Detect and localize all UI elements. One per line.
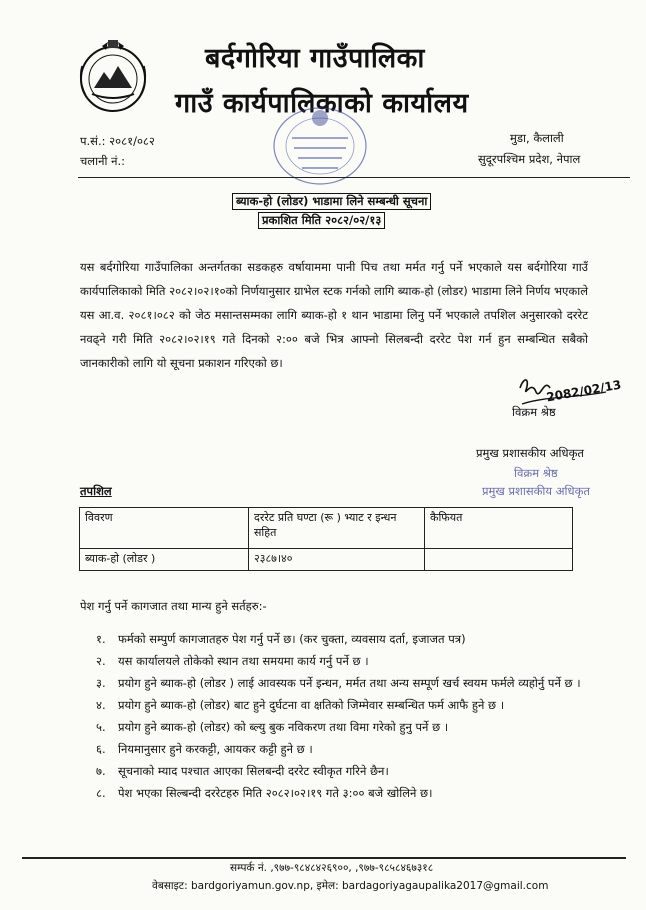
cell-item: ब्याक-हो (लोडर ): [80, 549, 249, 571]
header-cell-rate: दररेट प्रति घण्टा (रू ) भ्याट र इन्धन सहित: [249, 508, 425, 549]
reference-number: प.सं.: २०८१/०८२: [80, 134, 155, 148]
location-line-1: मुडा, कैलाली: [510, 131, 564, 145]
footer-web-email: वेबसाइट: bardgoriyamun.gov.np, इमेल: bardagoriyagaupalika2017@gmail.com: [152, 880, 549, 892]
location-line-2: सुदूरपश्चिम प्रदेश, नेपाल: [478, 152, 581, 166]
dispatch-number: चलानी नं.:: [80, 154, 126, 168]
signer-designation: प्रमुख प्रशासकीय अधिकृत: [476, 446, 584, 460]
footer-divider: [22, 857, 626, 859]
table-header-row: [80, 508, 573, 549]
list-item: ४. प्रयोग हुने ब्याक-हो (लोडर) बाट हुने दुर्घटना वा क्षतिको जिम्मेवार सम्बन्धित फर्म आफै हुने छ ।: [96, 698, 505, 712]
faded-stamp-name: विक्रम श्रेष्ठ: [514, 466, 558, 480]
schedule-title: तपशिल: [80, 484, 112, 498]
office-name: गाउँ कार्यपालिकाको कार्यालय: [175, 88, 469, 119]
signer-name: विक्रम श्रेष्ठ: [512, 405, 556, 419]
list-item: ६. नियमानुसार हुने करकट्टी, आयकर कट्टी हुने छ ।: [96, 742, 313, 756]
footer-contact: सम्पर्क नं. ,९७७-९८४८४२६९००, ,९७७-९८५८४६७३१८: [230, 862, 434, 874]
list-item: ५. प्रयोग हुने ब्याक-हो (लोडर) को ब्ल्यु बुक नविकरण तथा विमा गरेको हुनु पर्ने छ ।: [96, 720, 449, 734]
signature-date: 2082/02/13: [545, 377, 623, 405]
list-item: २. यस कार्यालयले तोकेको स्थान तथा समयमा कार्य गर्नु पर्ने छ ।: [96, 654, 369, 668]
header-cell-remarks: कैफियत: [425, 508, 573, 549]
official-stamp: [270, 104, 370, 188]
faded-stamp-designation: प्रमुख प्रशासकीय अधिकृत: [482, 484, 590, 498]
municipality-emblem-logo: [72, 36, 154, 118]
conditions-list: [96, 628, 616, 804]
schedule-table: [79, 507, 573, 571]
list-item: ८. पेश भएका सिल्बन्दी दररेटहरु मिति २०८२।०२।१९ गते ३:०० बजे खोलिने छ।: [96, 786, 433, 800]
cell-rate: २३८७।४०: [249, 549, 425, 571]
list-item: ३. प्रयोग हुने ब्याक-हो (लोडर ) लाई आवस्यक पर्ने इन्धन, मर्मत तथा अन्य सम्पूर्ण खर्च स्वयम फर्मले व्यहोर्नु पर्ने छ ।: [96, 676, 581, 690]
notice-heading: ब्याक-हो (लोडर) भाडामा लिने सम्बन्धी सूचना: [232, 193, 431, 210]
table-row: [80, 549, 573, 571]
municipality-name: बर्दगोरिया गाउँपालिका: [205, 43, 425, 74]
cell-remarks: [425, 549, 573, 571]
header-divider: [78, 177, 630, 178]
list-item: १. फर्मको सम्पुर्ण कागजातहरु पेश गर्नु पर्ने छ। (कर चुक्ता, व्यवसाय दर्ता, इजाजत पत्र): [96, 632, 466, 646]
notice-body: यस बर्दगोरिया गाउँपालिका अन्तर्गतका सडकहरु वर्षायाममा पानी पिच तथा मर्मत गर्नु पर्ने भएकाले यस बर्दगोरिया गाउँ कार्यपालिकाको मिति २०८२।०२।१०को निर्णयानुसार ग्राभेल स्टक गर्नको लागि ब्याक-हो (लोडर) भाडामा लिने निर्णय भएकाले यस आ.व. २०८१।०८२ को जेठ मसान्तसम्मका लागि ब्याक-हो १ थान भाडामा लिनु पर्ने भएकाले तपशिल अनुसारको दररेट नवढ्ने गरी मिति २०८२।०२।१९ गते दिनको २:०० बजे भित्र आफ्नो सिलबन्दी दररेट पेश गर्न हुन सम्बन्धित सबैको जानकारीको लागि यो सूचना प्रकाशन गरिएको छ।: [80, 260, 588, 370]
conditions-title: पेश गर्नु पर्ने कागजात तथा मान्य हुने सर्तहरु:-: [80, 599, 267, 613]
list-item: ७. सूचनाको म्याद पश्चात आएका सिलबन्दी दररेट स्वीकृत गरिने छैन।: [96, 764, 389, 778]
published-date: प्रकाशित मिति २०८२/०२/१३: [258, 212, 385, 229]
header-cell-description: विवरण: [80, 508, 249, 549]
